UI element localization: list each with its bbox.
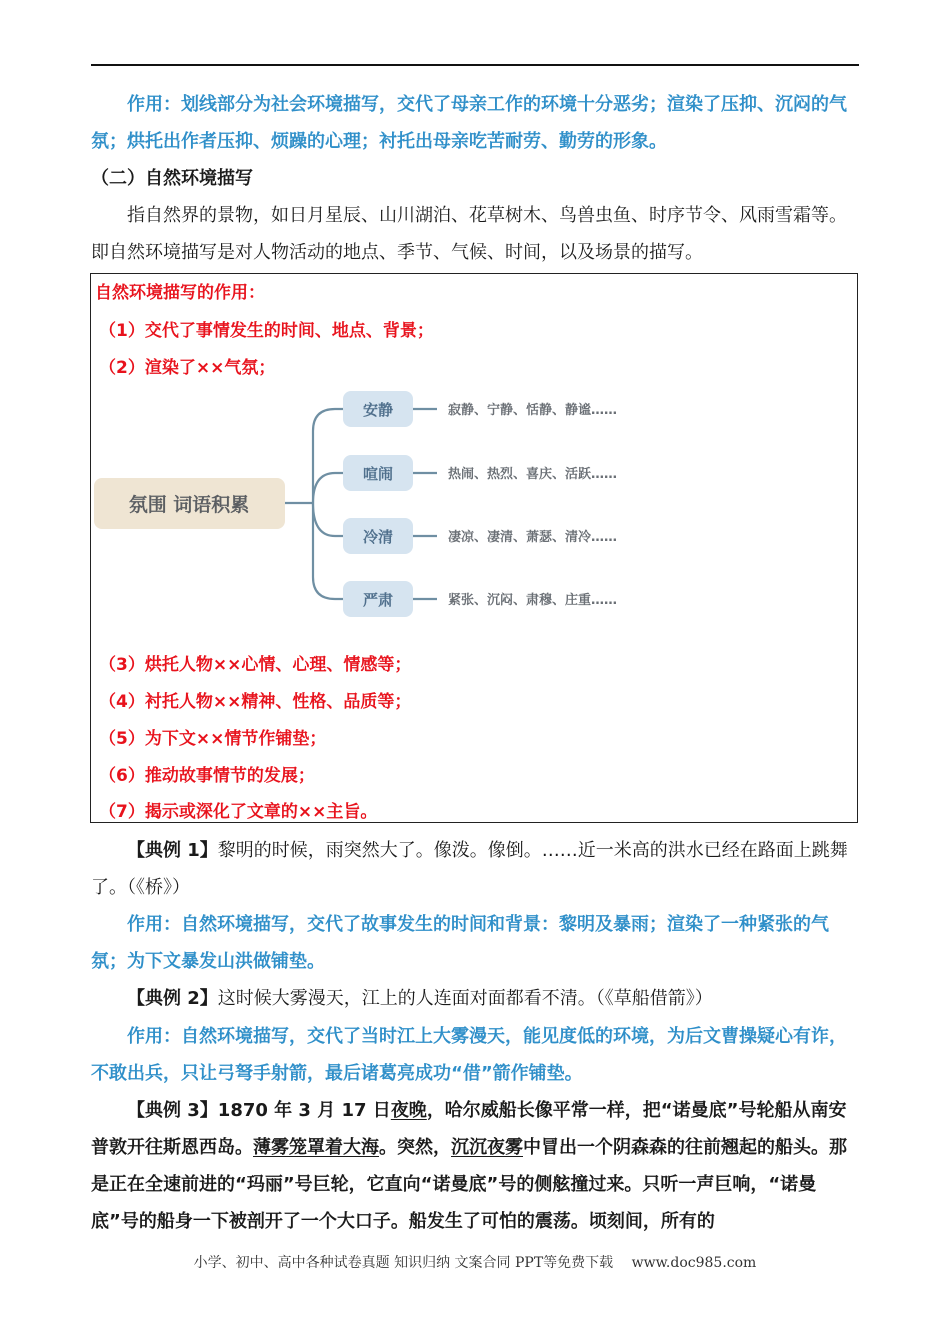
mindmap-node-3-label: 冷清 xyxy=(362,528,394,546)
example-3-text-2: ，哈尔威船长像平常一样，把“诺曼底”号轮船从南安普敦开往斯恩西岛。 xyxy=(91,1100,847,1158)
section-definition: 指自然界的景物，如日月星辰、山川湖泊、花草树木、鸟兽虫鱼、时序节令、风雨雪霜等。即自然环境描写是对人物活动的地点、季节、气候、时间，以及场景的描写。 xyxy=(91,205,847,263)
top-rule xyxy=(91,64,859,66)
mindmap-node-2-label: 喧闹 xyxy=(362,465,394,483)
mindmap-words-2: 热闹、热烈、喜庆、活跃…… xyxy=(448,467,618,482)
example-3-underline-1: 夜晚 xyxy=(390,1100,427,1121)
page-footer: 小学、初中、高中各种试卷真题 知识归纳 文案合同 PPT等免费下载 www.doc985.com xyxy=(193,1255,757,1271)
example-1 xyxy=(91,832,861,906)
box-item-1: （1）交代了事情发生的时间、地点、背景； xyxy=(99,321,434,341)
box-item-3: （3）烘托人物××心情、心理、情感等； xyxy=(99,655,412,675)
example-1-tag: 【典例 1】 xyxy=(127,840,218,861)
example-3-text-3: 。突然， xyxy=(379,1137,451,1158)
mindmap-words-3: 凄凉、凄清、萧瑟、清冷…… xyxy=(448,530,618,545)
box-item-5: （5）为下文××情节作铺垫； xyxy=(99,729,327,749)
example-2-tag: 【典例 2】 xyxy=(127,988,218,1009)
example-3-underline-2: 薄雾笼罩着大海 xyxy=(253,1137,379,1158)
intro-effect: 作用：划线部分为社会环境描写，交代了母亲工作的环境十分恶劣；渲染了压抑、沉闷的气氛；烘托出作者压抑、烦躁的心理；衬托出母亲吃苦耐劳、勤劳的形象。 xyxy=(91,94,847,152)
mindmap-node-1-label: 安静 xyxy=(362,401,394,419)
effects-box xyxy=(90,273,858,823)
example-2-effect: 作用：自然环境描写，交代了当时江上大雾漫天，能见度低的环境，为后文曹操疑心有诈，不敢出兵，只让弓弩手射箭，最后诸葛亮成功“借”箭作铺垫。 xyxy=(91,1026,847,1084)
example-3-tag: 【典例 3】 xyxy=(127,1100,218,1121)
mindmap-node-4-label: 严肃 xyxy=(362,591,394,609)
example-1-text: 黎明的时候，雨突然大了。像泼。像倒。……近一米高的洪水已经在路面上跳舞了。（《桥》） xyxy=(91,840,848,898)
mindmap-words-1: 寂静、宁静、恬静、静谧…… xyxy=(448,403,618,418)
box-item-2: （2）渲染了××气氛； xyxy=(99,358,276,378)
box-item-4: （4）衬托人物××精神、性格、品质等； xyxy=(99,692,412,712)
example-3-text-4: 中冒出一个阴森森的往前翘起的船头。那是正在全速前进的“玛丽”号巨轮，它直向“诺曼底”号的侧舷撞过来。只听一声巨响，“诺曼底”号的船身一下被剖开了一个大口子。船发生了可怕的震荡。顷刻间，所有的 xyxy=(91,1137,847,1232)
example-3-text-1: 1870 年 3 月 17 日 xyxy=(217,1100,391,1121)
mindmap-root-label: 氛围 词语积累 xyxy=(128,494,250,516)
example-2 xyxy=(91,980,861,1017)
mindmap-words-4: 紧张、沉闷、肃穆、庄重…… xyxy=(448,593,618,608)
example-3-underline-3: 沉沉夜雾 xyxy=(451,1137,523,1158)
atmosphere-mindmap xyxy=(91,379,851,619)
box-item-6: （6）推动故事情节的发展； xyxy=(99,766,315,786)
example-2-text: 这时候大雾漫天，江上的人连面对面都看不清。（《草船借箭》） xyxy=(217,988,713,1009)
section-heading: （二）自然环境描写 xyxy=(91,168,253,189)
box-item-7: （7）揭示或深化了文章的××主旨。 xyxy=(99,802,378,822)
box-title: 自然环境描写的作用： xyxy=(95,283,265,303)
example-3 xyxy=(91,1092,861,1240)
example-1-effect: 作用：自然环境描写，交代了故事发生的时间和背景：黎明及暴雨；渲染了一种紧张的气氛；为下文暴发山洪做铺垫。 xyxy=(91,914,829,972)
